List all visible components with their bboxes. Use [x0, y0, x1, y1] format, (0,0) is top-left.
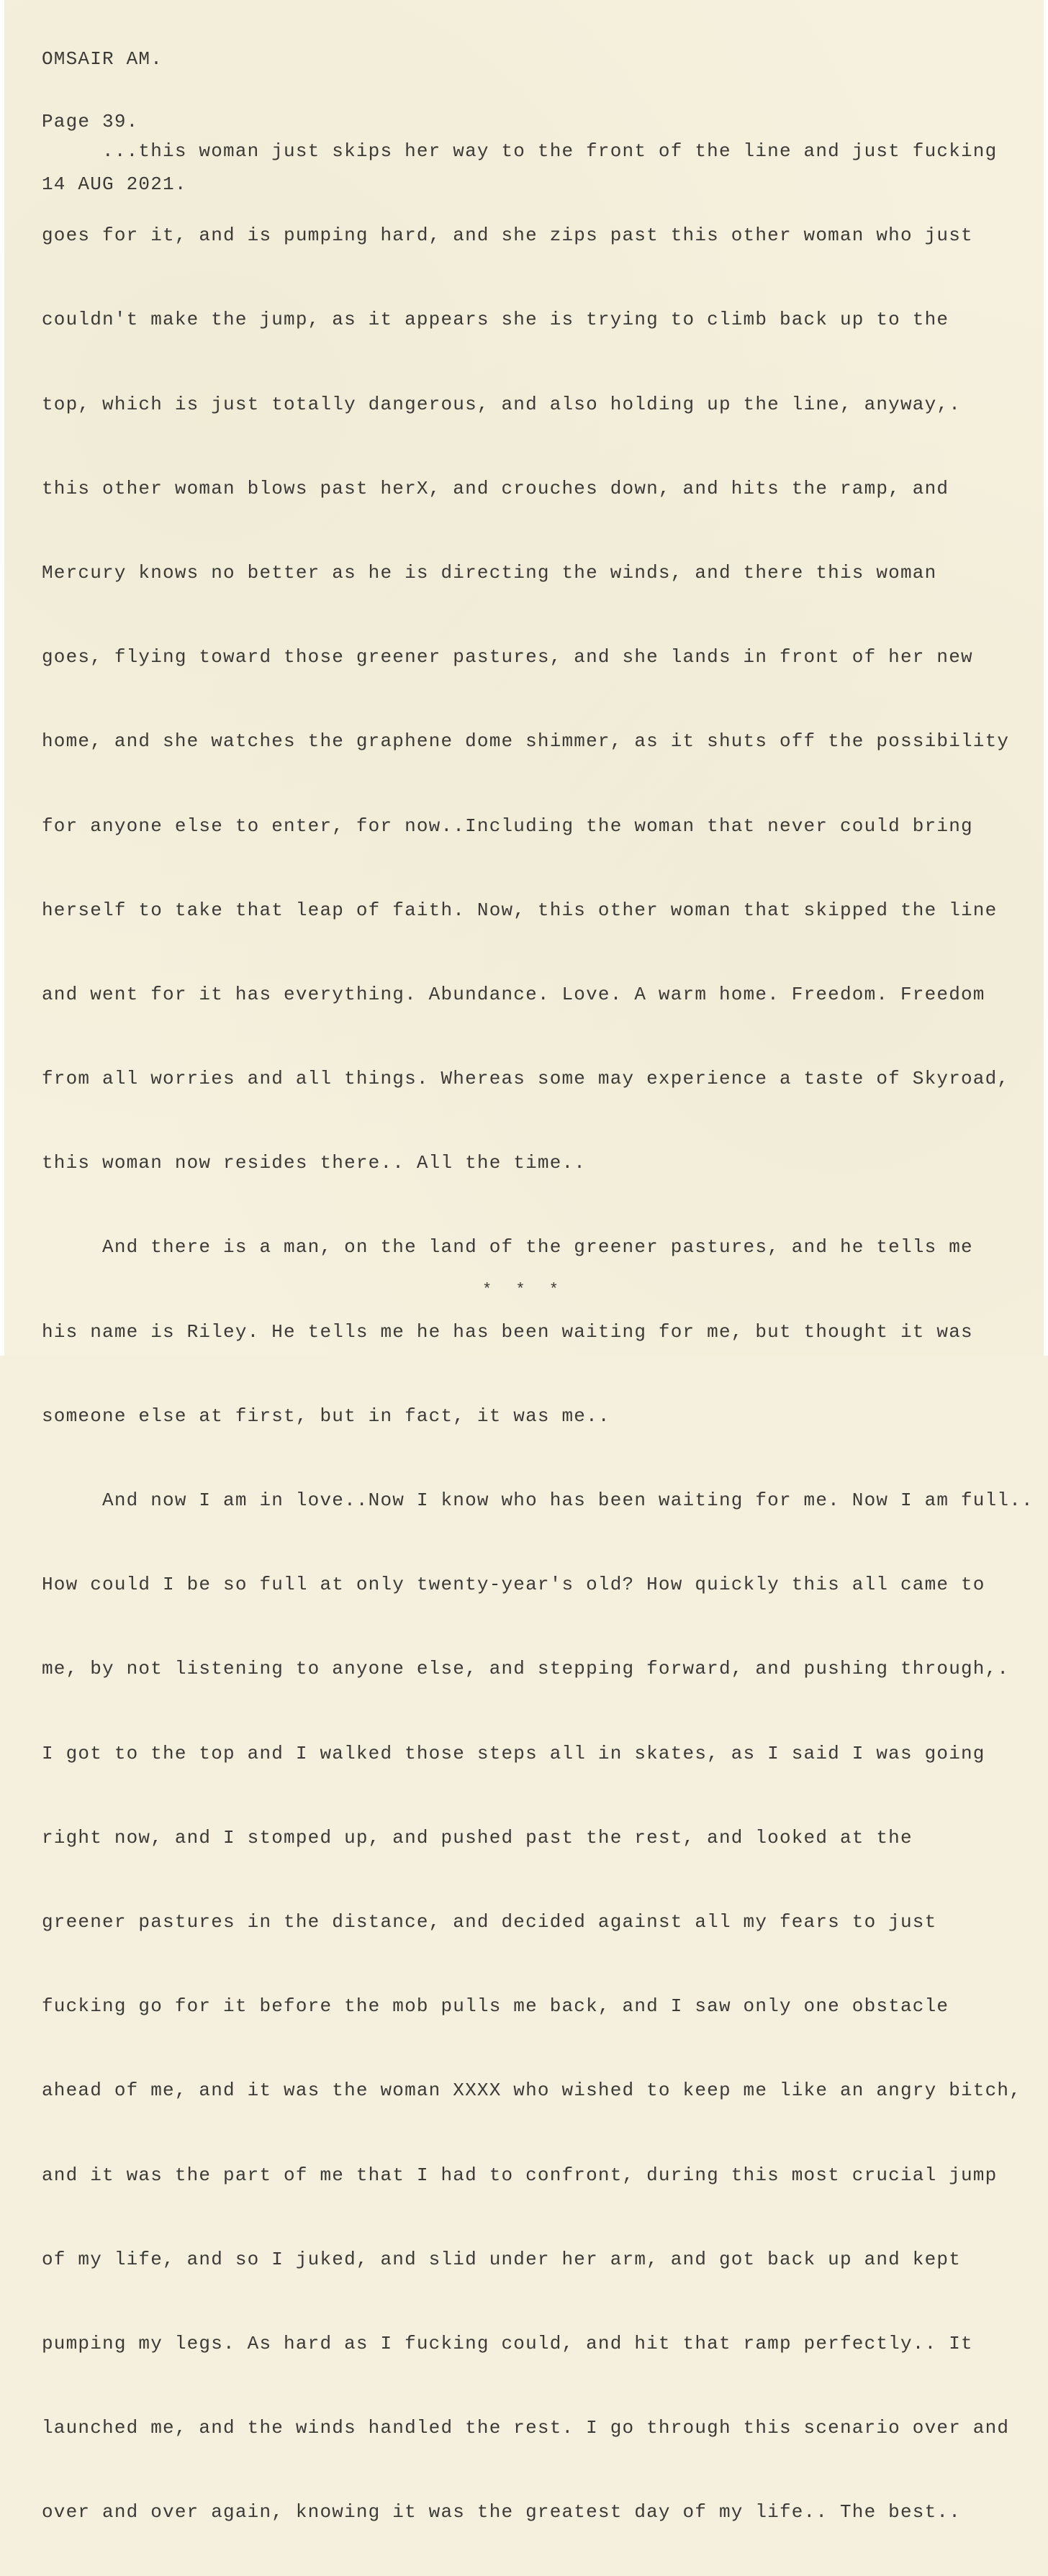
text-line: his name is Riley. He tells me he has been waiting for me, but thought it was	[42, 1320, 973, 1343]
section-separator: * * *	[482, 1281, 566, 1299]
text-line: ...this woman just skips her way to the front of the line and just fucking	[42, 140, 998, 162]
text-line: someone else at first, but in fact, it was me..	[42, 1405, 610, 1427]
text-line: from all worries and all things. Whereas some may experience a taste of Skyroad,	[42, 1068, 1010, 1090]
text-line: couldn't make the jump, as it appears she is trying to climb back up to the	[42, 309, 949, 331]
text-line: of my life, and so I juked, and slid under her arm, and got back up and kept	[42, 2248, 961, 2270]
text-line: herself to take that leap of faith. Now, this other woman that skipped the line	[42, 899, 998, 921]
text-line: over and over again, knowing it was the greatest day of my life.. The best..	[42, 2501, 961, 2523]
text-line: me, by not listening to anyone else, and stepping forward, and pushing through,.	[42, 1658, 1010, 1680]
page-left-edge	[0, 0, 4, 1356]
text-line: pumping my legs. As hard as I fucking could, and hit that ramp perfectly.. It	[42, 2332, 973, 2354]
text-line: and it was the part of me that I had to confront, during this most crucial jump	[42, 2164, 998, 2186]
text-line: for anyone else to enter, for now..Including the woman that never could bring	[42, 815, 973, 837]
body-text	[42, 88, 1035, 2576]
text-line: goes, flying toward those greener pastures, and she lands in front of her new	[42, 646, 973, 668]
text-line: goes for it, and is pumping hard, and she zips past this other woman who just	[42, 225, 973, 247]
text-line: How could I be so full at only twenty-year's old? How quickly this all came to	[42, 1574, 985, 1596]
page-right-edge	[1044, 0, 1048, 1356]
text-line: And there is a man, on the land of the greener pastures, and he tells me	[42, 1236, 973, 1258]
date-line: 14 AUG 2021.	[42, 173, 187, 195]
text-line: home, and she watches the graphene dome shimmer, as it shuts off the possibility	[42, 730, 1010, 753]
text-line: greener pastures in the distance, and decided against all my fears to just	[42, 1910, 937, 1933]
text-line: I got to the top and I walked those steps all in skates, as I said I was going	[42, 1742, 985, 1764]
text-line: this woman now resides there.. All the time..	[42, 1152, 587, 1174]
text-line: this other woman blows past herX, and crouches down, and hits the ramp, and	[42, 477, 949, 499]
text-line: fucking go for it before the mob pulls me back, and I saw only one obstacle	[42, 1995, 949, 2018]
text-line: ahead of me, and it was the woman XXXX who wished to keep me like an angry bitch,	[42, 2080, 1022, 2102]
page-number: Page 39.	[42, 111, 139, 132]
text-line: top, which is just totally dangerous, and also holding up the line, anyway,.	[42, 393, 961, 415]
text-line: launched me, and the winds handled the rest. I go through this scenario over and	[42, 2417, 1010, 2439]
author-line: OMSAIR AM.	[42, 48, 163, 70]
text-line: right now, and I stomped up, and pushed past the rest, and looked at the	[42, 1826, 913, 1849]
text-line: And now I am in love..Now I know who has been waiting for me. Now I am full..	[42, 1489, 1034, 1511]
text-line: and went for it has everything. Abundance. Love. A warm home. Freedom. Freedom	[42, 983, 985, 1005]
text-line: Mercury knows no better as he is directing the winds, and there this woman	[42, 561, 937, 584]
